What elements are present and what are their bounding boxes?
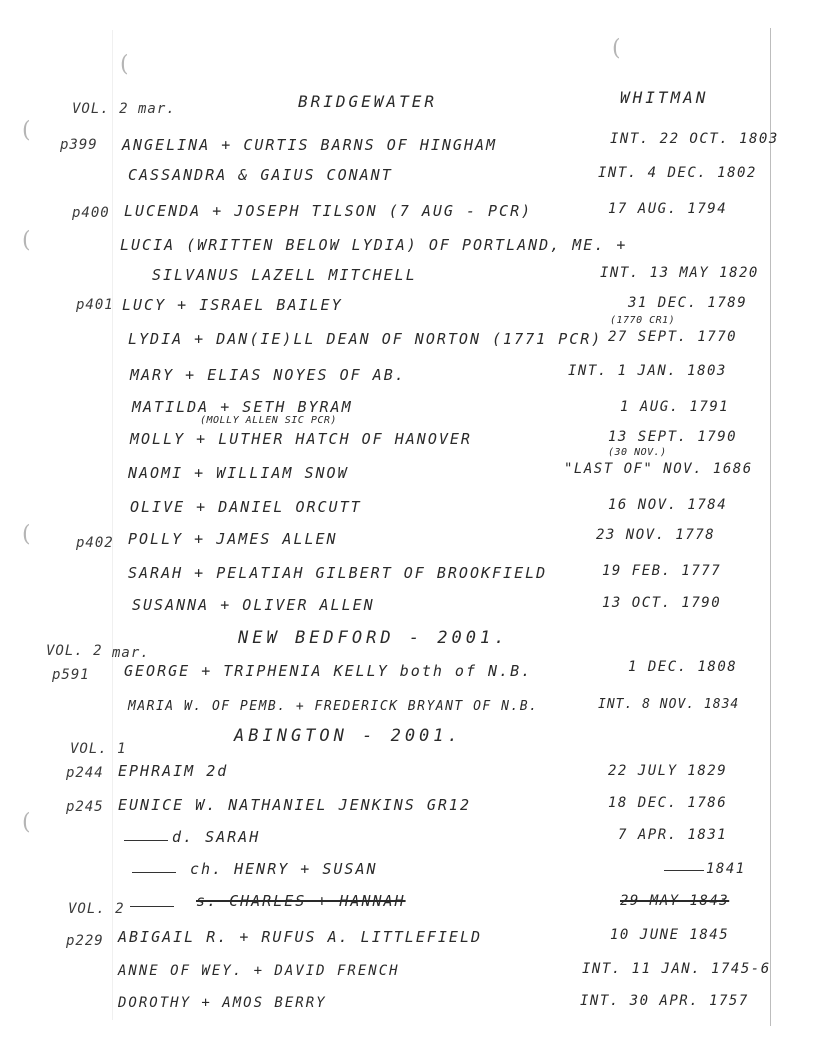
- ditto-dash: [130, 906, 174, 907]
- record-names: NAOMI + WILLIAM SNOW: [128, 464, 349, 482]
- record-date: 22 JULY 1829: [608, 763, 728, 779]
- ditto-dash: [664, 870, 704, 871]
- record-date: 18 DEC. 1786: [608, 795, 728, 811]
- record-date: INT. 13 MAY 1820: [600, 265, 759, 281]
- town-heading: BRIDGEWATER: [298, 92, 437, 111]
- record-date: 13 SEPT. 1790: [608, 429, 738, 445]
- record-names-struck: s. CHARLES + HANNAH: [196, 892, 406, 910]
- record-names: MOLLY + LUTHER HATCH OF HANOVER: [130, 430, 472, 448]
- town-heading: NEW BEDFORD - 2001.: [238, 628, 509, 648]
- record-names: EUNICE W. NATHANIEL JENKINS GR12: [118, 796, 471, 814]
- record-names: MATILDA + SETH BYRAM: [132, 398, 353, 416]
- record-date: 23 NOV. 1778: [596, 527, 716, 543]
- record-names: EPHRAIM 2d: [118, 762, 229, 780]
- marriages-label: mar.: [112, 645, 150, 661]
- record-names: GEORGE + TRIPHENIA KELLY both of N.B.: [124, 662, 533, 680]
- record-date: INT. 4 DEC. 1802: [598, 165, 757, 181]
- record-note: (MOLLY ALLEN SIC PCR): [200, 415, 337, 426]
- record-names: ABIGAIL R. + RUFUS A. LITTLEFIELD: [118, 928, 483, 946]
- record-names: MARY + ELIAS NOYES OF AB.: [130, 366, 406, 384]
- page-ref: p402: [76, 535, 114, 551]
- punch-hole-mark: (: [22, 810, 31, 835]
- volume-label: VOL. 1: [70, 741, 127, 757]
- record-date: INT. 11 JAN. 1745-6: [582, 961, 771, 977]
- page-fold-line: [112, 30, 113, 1020]
- record-date: INT. 8 NOV. 1834: [598, 697, 740, 712]
- record-names: DOROTHY + AMOS BERRY: [118, 995, 327, 1011]
- punch-hole-mark: (: [22, 228, 31, 253]
- page-ref: p229: [66, 933, 104, 949]
- page-ref: p591: [52, 667, 90, 683]
- record-date: 31 DEC. 1789: [628, 295, 748, 311]
- record-names: ANGELINA + CURTIS BARNS OF HINGHAM: [122, 136, 498, 154]
- record-date: 1 AUG. 1791: [620, 399, 730, 415]
- town-heading: ABINGTON - 2001.: [234, 726, 462, 746]
- record-date: 1841: [706, 861, 746, 877]
- page-ref: p399: [60, 137, 98, 153]
- record-names: CASSANDRA & GAIUS CONANT: [128, 166, 393, 184]
- record-names: OLIVE + DANIEL ORCUTT: [130, 498, 362, 516]
- page-ref: p245: [66, 799, 104, 815]
- record-names: MARIA W. OF PEMB. + FREDERICK BRYANT OF N.B.: [128, 699, 539, 714]
- record-names: SILVANUS LAZELL MITCHELL: [152, 266, 417, 284]
- record-names: LYDIA + DAN(IE)LL DEAN OF NORTON (1771 PCR): [128, 330, 603, 348]
- record-names: LUCIA (WRITTEN BELOW LYDIA) OF PORTLAND, ME. +: [120, 236, 628, 254]
- record-names: ch. HENRY + SUSAN: [190, 860, 378, 878]
- record-date: 13 OCT. 1790: [602, 595, 722, 611]
- record-note: (30 NOV.): [608, 447, 667, 458]
- record-names: d. SARAH: [172, 828, 261, 846]
- volume-label: VOL. 2: [46, 643, 103, 659]
- record-date-struck: 29 MAY 1843: [620, 893, 730, 909]
- record-note: (1770 CR1): [610, 315, 676, 326]
- record-date: 7 APR. 1831: [618, 827, 728, 843]
- record-names: LUCY + ISRAEL BAILEY: [122, 296, 343, 314]
- record-names: POLLY + JAMES ALLEN: [128, 530, 338, 548]
- page-ref: p244: [66, 765, 104, 781]
- county-heading: WHITMAN: [620, 88, 709, 107]
- punch-hole-mark: (: [22, 118, 31, 143]
- punch-hole-mark: (: [120, 52, 129, 77]
- volume-label: VOL. 2: [68, 901, 125, 917]
- record-date: 19 FEB. 1777: [602, 563, 722, 579]
- record-names: SARAH + PELATIAH GILBERT OF BROOKFIELD: [128, 564, 548, 582]
- record-names: LUCENDA + JOSEPH TILSON (7 AUG - PCR): [124, 202, 533, 220]
- page-ref: p400: [72, 205, 110, 221]
- record-date: 27 SEPT. 1770: [608, 329, 738, 345]
- punch-hole-mark: (: [22, 522, 31, 547]
- record-date: INT. 22 OCT. 1803: [610, 131, 779, 147]
- ditto-dash: [132, 872, 176, 873]
- record-date: INT. 1 JAN. 1803: [568, 363, 727, 379]
- record-names: SUSANNA + OLIVER ALLEN: [132, 596, 375, 614]
- ditto-dash: [124, 840, 168, 841]
- volume-label: VOL. 2: [72, 101, 129, 117]
- page-right-edge: [770, 28, 771, 1026]
- record-date: "LAST OF" NOV. 1686: [564, 461, 753, 477]
- page-ref: p401: [76, 297, 114, 313]
- record-date: 16 NOV. 1784: [608, 497, 728, 513]
- record-date: 1 DEC. 1808: [628, 659, 738, 675]
- record-date: 17 AUG. 1794: [608, 201, 728, 217]
- record-names: ANNE OF WEY. + DAVID FRENCH: [118, 963, 400, 979]
- marriages-label: mar.: [138, 101, 176, 117]
- record-date: INT. 30 APR. 1757: [580, 993, 749, 1009]
- punch-hole-mark: (: [612, 36, 621, 61]
- record-date: 10 JUNE 1845: [610, 927, 730, 943]
